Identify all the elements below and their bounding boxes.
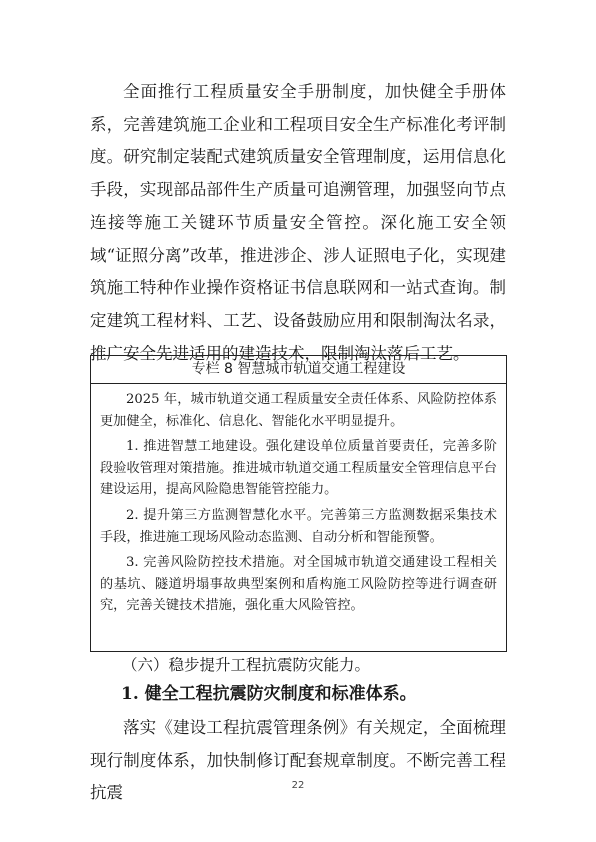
box-item-2: 2. 提升第三方监测智慧化水平。完善第三方监测数据采集技术手段，推进施工现场风险动态监测、自动分析和智能预警。 — [100, 507, 497, 545]
subsection-heading: 1. 健全工程抗震防灾制度和标准体系。 — [121, 684, 417, 704]
paragraph-text: 全面推行工程质量安全手册制度，加快健全手册体系，完善建筑施工企业和工程项目安全生产标准化考评制度。研究制定装配式建筑质量安全管理制度，运用信息化手段，实现部品部件生产质量可追溯管理，加强竖向节点连接等施工关键环节质量安全管控。深化施工安全领域“证照分离”改革，推进涉企、涉人证照电子化，实现建筑施工特种作业操作资格证书信息联网和一站式查询。制定建筑工程材料、工艺、设备鼓励应用和限制淘汰名录，推广安全先进适用的建造技术，限制淘汰落后工艺。 — [90, 82, 506, 363]
page-number: 22 — [291, 780, 305, 791]
paragraph-text: 落实《建设工程抗震管理条例》有关规定，全面梳理现行制度体系，加快制修订配套规章制度。不断完善工程抗震 — [90, 718, 506, 802]
box-item-1: 1. 推进智慧工地建设。强化建设单位质量首要责任，完善多阶段验收管理对策措施。推进城市轨道交通工程质量安全管理信息平台建设运用，提高风险隐患智能管控能力。 — [100, 439, 497, 498]
body-paragraph-bottom — [90, 712, 506, 810]
body-paragraph-top — [90, 76, 506, 370]
feature-column-box — [90, 355, 507, 652]
section-title: （六）稳步提升工程抗震防灾能力。 — [122, 656, 371, 674]
box-item-3: 3. 完善风险防控技术措施。对全国城市轨道交通建设工程相关的基坑、隧道坍塌事故典型案例和盾构施工风险防控等进行调查研究，完善关键技术措施，强化重大风险管控。 — [100, 555, 497, 614]
box-body — [100, 389, 497, 621]
box-title: 专栏 8 智慧城市轨道交通工程建设 — [91, 356, 506, 384]
box-item-intro: 2025 年，城市轨道交通工程质量安全责任体系、风险防控体系更加健全，标准化、信息化、智能化水平明显提升。 — [100, 392, 497, 429]
